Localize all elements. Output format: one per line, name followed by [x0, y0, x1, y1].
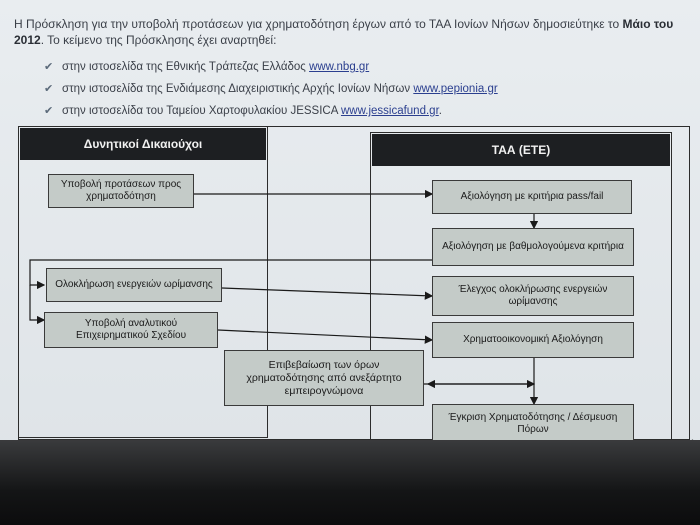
pepionia-link[interactable]: www.pepionia.gr — [413, 83, 498, 95]
box-maturation-completion: Ολοκλήρωση ενεργειών ωρίμανσης — [46, 268, 222, 302]
box-funding-approval: Έγκριση Χρηματοδότησης / Δέσμευση Πόρων — [432, 404, 634, 444]
screen-bottom-edge — [0, 440, 700, 525]
intro-date: Μάιο του 2012 — [14, 17, 674, 47]
right-column-title: ΤΑΑ (ΕΤΕ) — [372, 134, 670, 166]
checkmark-icon: ✔ — [44, 105, 54, 117]
list-item-text: στην ιστοσελίδα της Εθνικής Τράπεζας Ελλάδος — [62, 61, 310, 73]
box-submit-proposals: Υποβολή προτάσεων προς χρηματοδότηση — [48, 174, 194, 208]
nbg-link[interactable]: www.nbg.gr — [309, 61, 370, 73]
box-submit-business-plan: Υποβολή αναλυτικού Επιχειρηματικού Σχεδίου — [44, 312, 218, 348]
jessicafund-link[interactable]: www.jessicafund.gr — [340, 105, 439, 117]
box-maturation-check: Έλεγχος ολοκλήρωσης ενεργειών ωρίμανσης — [432, 276, 634, 316]
list-item-text: στην ιστοσελίδα της Ενδιάμεσης Διαχειριστικής Αρχής Ιονίων Νήσων — [62, 83, 414, 95]
intro-text-end: . Το κείμενο της Πρόσκλησης έχει αναρτηθεί: — [40, 33, 277, 47]
list-item-suffix: . — [438, 105, 442, 117]
box-scored-evaluation: Αξιολόγηση με βαθμολογούμενα κριτήρια — [432, 228, 634, 266]
intro-text-start: Η Πρόσκληση για την υποβολή προτάσεων για χρηματοδότηση έργων από το ΤΑΑ Ιονίων Νήσων δημοσιεύτηκε το — [14, 17, 623, 31]
checkmark-icon: ✔ — [44, 83, 54, 95]
box-pass-fail-evaluation: Αξιολόγηση με κριτήρια pass/fail — [432, 180, 632, 214]
checkmark-icon: ✔ — [44, 61, 54, 73]
box-financial-evaluation: Χρηματοοικονομική Αξιολόγηση — [432, 322, 634, 358]
list-item-text: στην ιστοσελίδα του Ταμείου Χαρτοφυλακίου JESSICA — [62, 105, 341, 117]
left-column-title: Δυνητικοί Δικαιούχοι — [20, 128, 266, 160]
box-independent-expert-confirmation: Επιβεβαίωση των όρων χρηματοδότησης από ανεξάρτητο εμπειρογνώμονα — [224, 350, 424, 406]
